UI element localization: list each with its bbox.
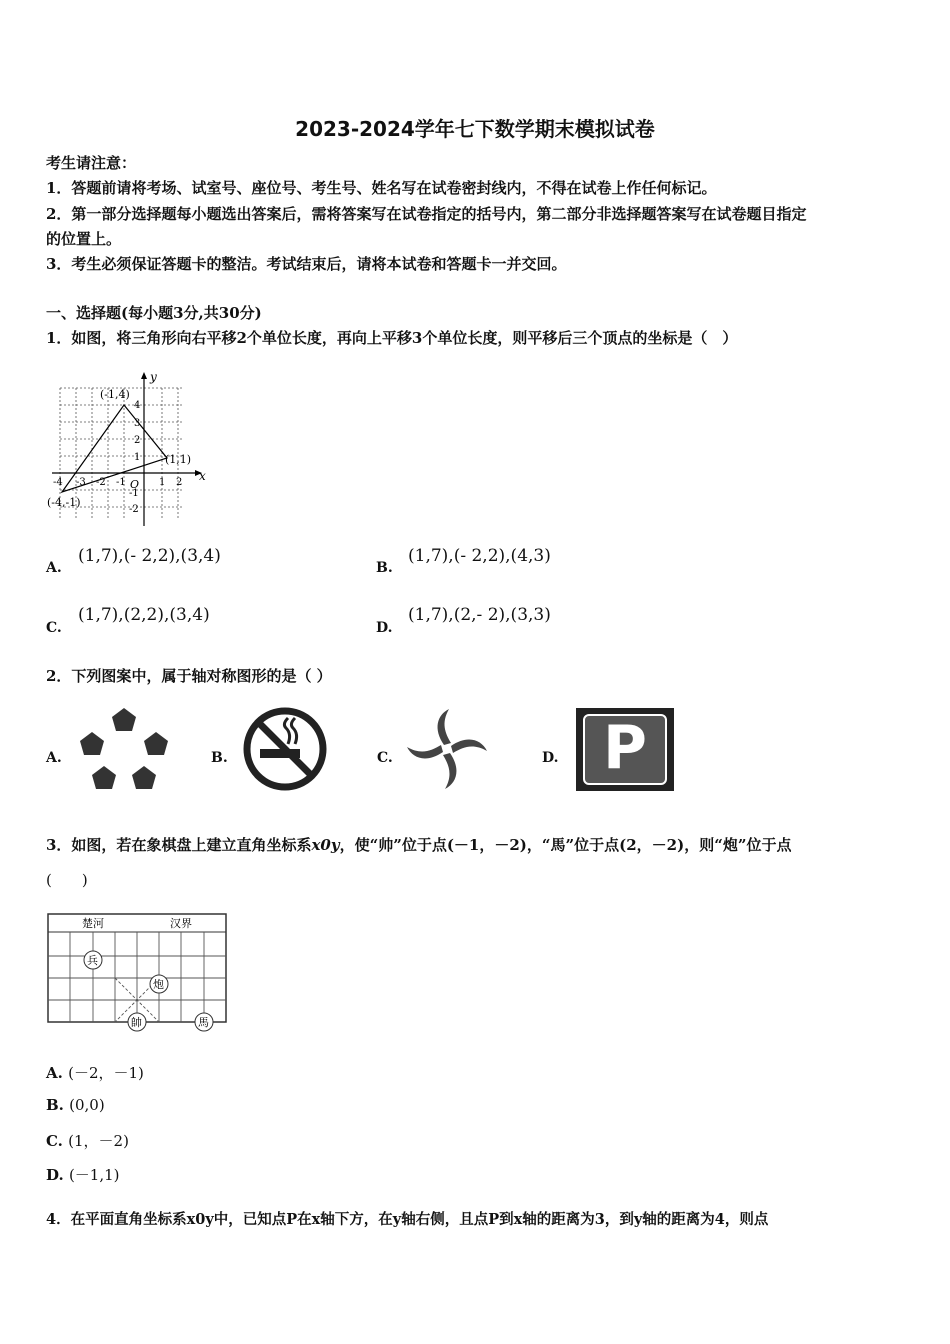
q3-option-c-value: (1，－2) [68,1132,129,1150]
q3-stem-variable: x0y [311,836,340,854]
q1-option-a-letter: A. [46,560,62,576]
y-tick: -2 [129,504,139,515]
notice-item-3: 3．考生必须保证答题卡的整洁。考试结束后，请将本试卷和答题卡一并交回。 [46,255,567,273]
q2-option-a-pentagons-figure[interactable] [76,704,172,794]
q2-option-d-parking-sign[interactable] [576,708,674,791]
y-tick: 2 [134,435,141,446]
x-tick: -3 [76,477,86,488]
page-title: 2023-2024学年七下数学期末模拟试卷 [295,117,655,141]
q1-stem: 1．如图，将三角形向右平移2个单位长度，再向上平移3个单位长度，则平移后三个顶点的坐标是（ ） [46,329,738,347]
q3-chess-board [46,912,230,1038]
q3-option-c[interactable] [46,1130,129,1151]
x-tick: -2 [96,477,106,488]
vertex-label-left: (-4,-1) [47,496,81,509]
piece-ma [195,1013,213,1031]
q3-option-a-letter: A. [46,1064,63,1082]
q3-option-d-letter: D. [46,1166,64,1184]
y-tick: -1 [129,488,139,499]
x-tick: -4 [53,477,63,488]
piece-shuai [128,1013,146,1031]
notice-item-2-cont: 的位置上。 [46,230,122,248]
x-axis-label: x [199,469,206,483]
q3-option-a[interactable] [46,1062,144,1083]
q2-option-d-letter: D. [542,750,559,766]
q1-option-d[interactable]: (1,7),(2,- 2),(3,3) [408,605,551,625]
y-tick: 3 [134,418,141,429]
notice-item-1: 1．答题前请将考场、试室号、座位号、考生号、姓名写在试卷密封线内，不得在试卷上作任何标记。 [46,179,717,197]
piece-bing-label: 兵 [87,954,98,967]
y-axis-label: y [150,370,157,384]
q1-option-c-letter: C. [46,620,62,636]
y-axis-arrow [141,372,147,379]
piece-pao [150,975,168,993]
notice-item-2: 2．第一部分选择题每小题选出答案后，需将答案写在试卷指定的括号内，第二部分非选择题答案写在试卷题目指定 [46,205,807,223]
y-tick: 4 [134,400,141,411]
q2-stem: 2．下列图案中，属于轴对称图形的是（ ） [46,667,332,685]
q3-option-b-letter: B. [46,1096,64,1114]
origin-label: O [130,478,140,491]
section-heading: 一、选择题(每小题3分,共30分) [46,304,262,322]
piece-bing [84,951,102,969]
x-tick: 2 [176,477,183,488]
q3-stem-part-2: ，使“帅”位于点(－1，－2)，“馬”位于点(2，－2)，则“炮”位于点 [339,836,792,854]
q3-option-c-letter: C. [46,1132,63,1150]
q3-option-a-value: (－2，－1) [68,1064,144,1082]
piece-shuai-label: 帥 [131,1016,142,1029]
q2-option-c-letter: C. [377,750,393,766]
q1-option-a[interactable]: (1,7),(- 2,2),(3,4) [78,546,221,566]
q3-stem-part-1: 3．如图，若在象棋盘上建立直角坐标系 [46,836,312,854]
y-tick: 1 [134,452,141,463]
q2-option-a-letter: A. [46,750,62,766]
piece-ma-label: 馬 [198,1016,209,1029]
q3-option-d-value: (－1,1) [68,1166,120,1184]
q2-option-b-no-smoking-sign[interactable] [240,704,330,794]
q1-option-c[interactable]: (1,7),(2,2),(3,4) [78,605,210,625]
river-left-label: 楚河 [82,917,104,930]
notice-heading: 考生请注意： [46,154,137,172]
piece-pao-label: 炮 [153,978,164,991]
q3-option-d[interactable] [46,1164,120,1185]
vertex-label-top: (-1,4) [100,388,130,401]
q3-stem-paren: ( ) [46,871,88,889]
vertex-label-right: (1,1) [165,453,192,466]
q1-option-d-letter: D. [376,620,393,636]
q3-option-b-value: (0,0) [69,1096,105,1114]
q1-option-b-letter: B. [376,560,393,576]
q1-option-b[interactable]: (1,7),(- 2,2),(4,3) [408,546,551,566]
q3-stem [46,834,791,855]
q2-option-c-pinwheel-figure[interactable] [405,706,489,792]
x-tick: -1 [116,477,126,488]
q1-coordinate-graph [44,368,214,530]
river-right-label: 汉界 [170,917,192,930]
parking-letter: P [603,713,647,783]
q4-stem: 4．在平面直角坐标系x0y中，已知点P在x轴下方，在y轴右侧，且点P到x轴的距离为3，到y轴的距离为4，则点 [46,1211,769,1228]
x-tick: 1 [159,477,166,488]
q2-option-b-letter: B. [211,750,228,766]
q3-option-b[interactable] [46,1096,105,1114]
